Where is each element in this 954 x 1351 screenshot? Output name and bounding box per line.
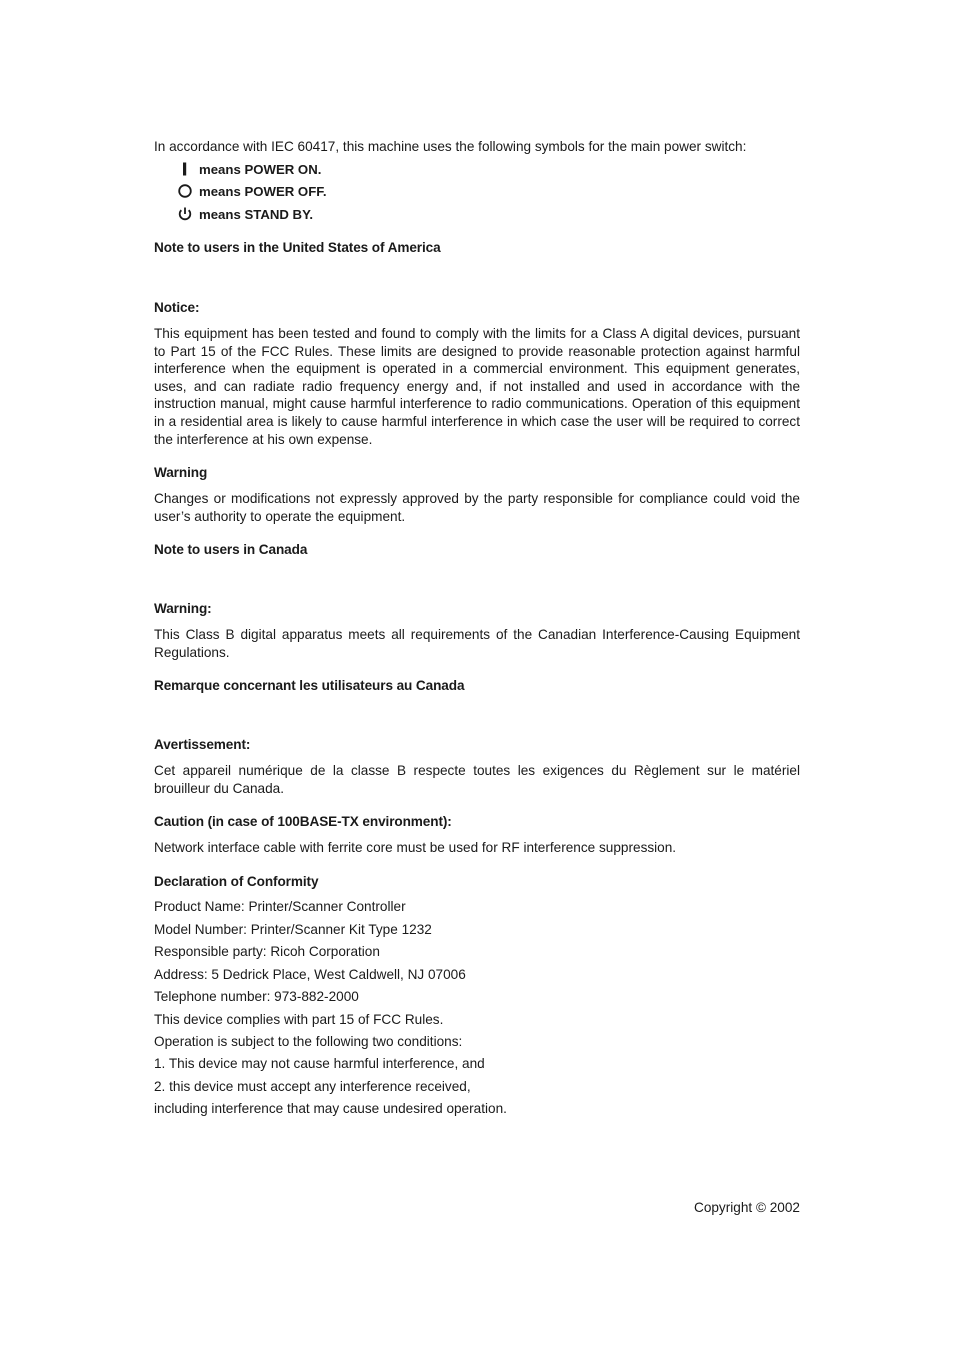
usa-notice-text: This equipment has been tested and found to comply with the limits for a Class A digital devices, pursuant to Part 15 of the FCC Rules. These limits are designed to provide reasonable protection against harmful interference when the equipment is operated in a commercial environment. This equipment generates, uses, and can radiate radio frequency energy and, if not installed and used in accordance with the instruction manual, might cause harmful interference to radio communications. Operation of this equipment in a residential area is likely to cause harmful interference in which case the user will be required to correct the interference at his own expense. xyxy=(154,326,800,447)
declaration-heading: Declaration of Conformity xyxy=(154,874,319,889)
declaration-line: Model Number: Printer/Scanner Kit Type 1232 xyxy=(154,922,432,937)
symbol-row-power-off xyxy=(177,183,327,199)
declaration-line: Product Name: Printer/Scanner Controller xyxy=(154,899,406,914)
usa-warning-heading: Warning xyxy=(154,465,208,480)
symbol-row-standby xyxy=(177,206,313,222)
symbol-label: means POWER ON. xyxy=(199,161,322,177)
standby-icon xyxy=(177,206,193,222)
canada-warning-text: This Class B digital apparatus meets all requirements of the Canadian Interference-Causing Equipment Regulations. xyxy=(154,627,800,660)
usa-heading: Note to users in the United States of America xyxy=(154,240,441,255)
declaration-line: Operation is subject to the following two conditions: xyxy=(154,1034,463,1049)
declaration-line: This device complies with part 15 of FCC Rules. xyxy=(154,1012,444,1027)
canada-fr-warning-heading: Avertissement: xyxy=(154,737,251,752)
declaration-line: Telephone number: 973-882-2000 xyxy=(154,989,359,1004)
declaration-line: 2. this device must accept any interference received, xyxy=(154,1079,471,1094)
caution-text: Network interface cable with ferrite core must be used for RF interference suppression. xyxy=(154,840,677,855)
canada-warning-heading: Warning: xyxy=(154,601,212,616)
symbol-row-power-on xyxy=(177,161,321,177)
caution-heading: Caution (in case of 100BASE-TX environment): xyxy=(154,814,452,829)
declaration-line: Responsible party: Ricoh Corporation xyxy=(154,944,380,959)
power-on-icon xyxy=(177,161,193,177)
copyright: Copyright © 2002 xyxy=(694,1200,800,1215)
canada-heading: Note to users in Canada xyxy=(154,542,308,557)
intro-text: In accordance with IEC 60417, this machine uses the following symbols for the main power switch: xyxy=(154,139,747,154)
usa-notice-heading: Notice: xyxy=(154,300,200,315)
declaration-line: including interference that may cause undesired operation. xyxy=(154,1101,507,1116)
declaration-line: Address: 5 Dedrick Place, West Caldwell, NJ 07006 xyxy=(154,967,466,982)
usa-warning-text: Changes or modifications not expressly approved by the party responsible for compliance could void the user’s authority to operate the equipment. xyxy=(154,491,800,524)
symbol-label: means POWER OFF. xyxy=(199,183,327,199)
power-off-icon xyxy=(177,183,193,199)
symbol-label: means STAND BY. xyxy=(199,206,314,222)
canada-fr-warning-text: Cet appareil numérique de la classe B respecte toutes les exigences du Règlement sur le matériel brouilleur du Canada. xyxy=(154,763,800,796)
declaration-line: 1. This device may not cause harmful interference, and xyxy=(154,1056,485,1071)
canada-fr-heading: Remarque concernant les utilisateurs au Canada xyxy=(154,678,465,693)
